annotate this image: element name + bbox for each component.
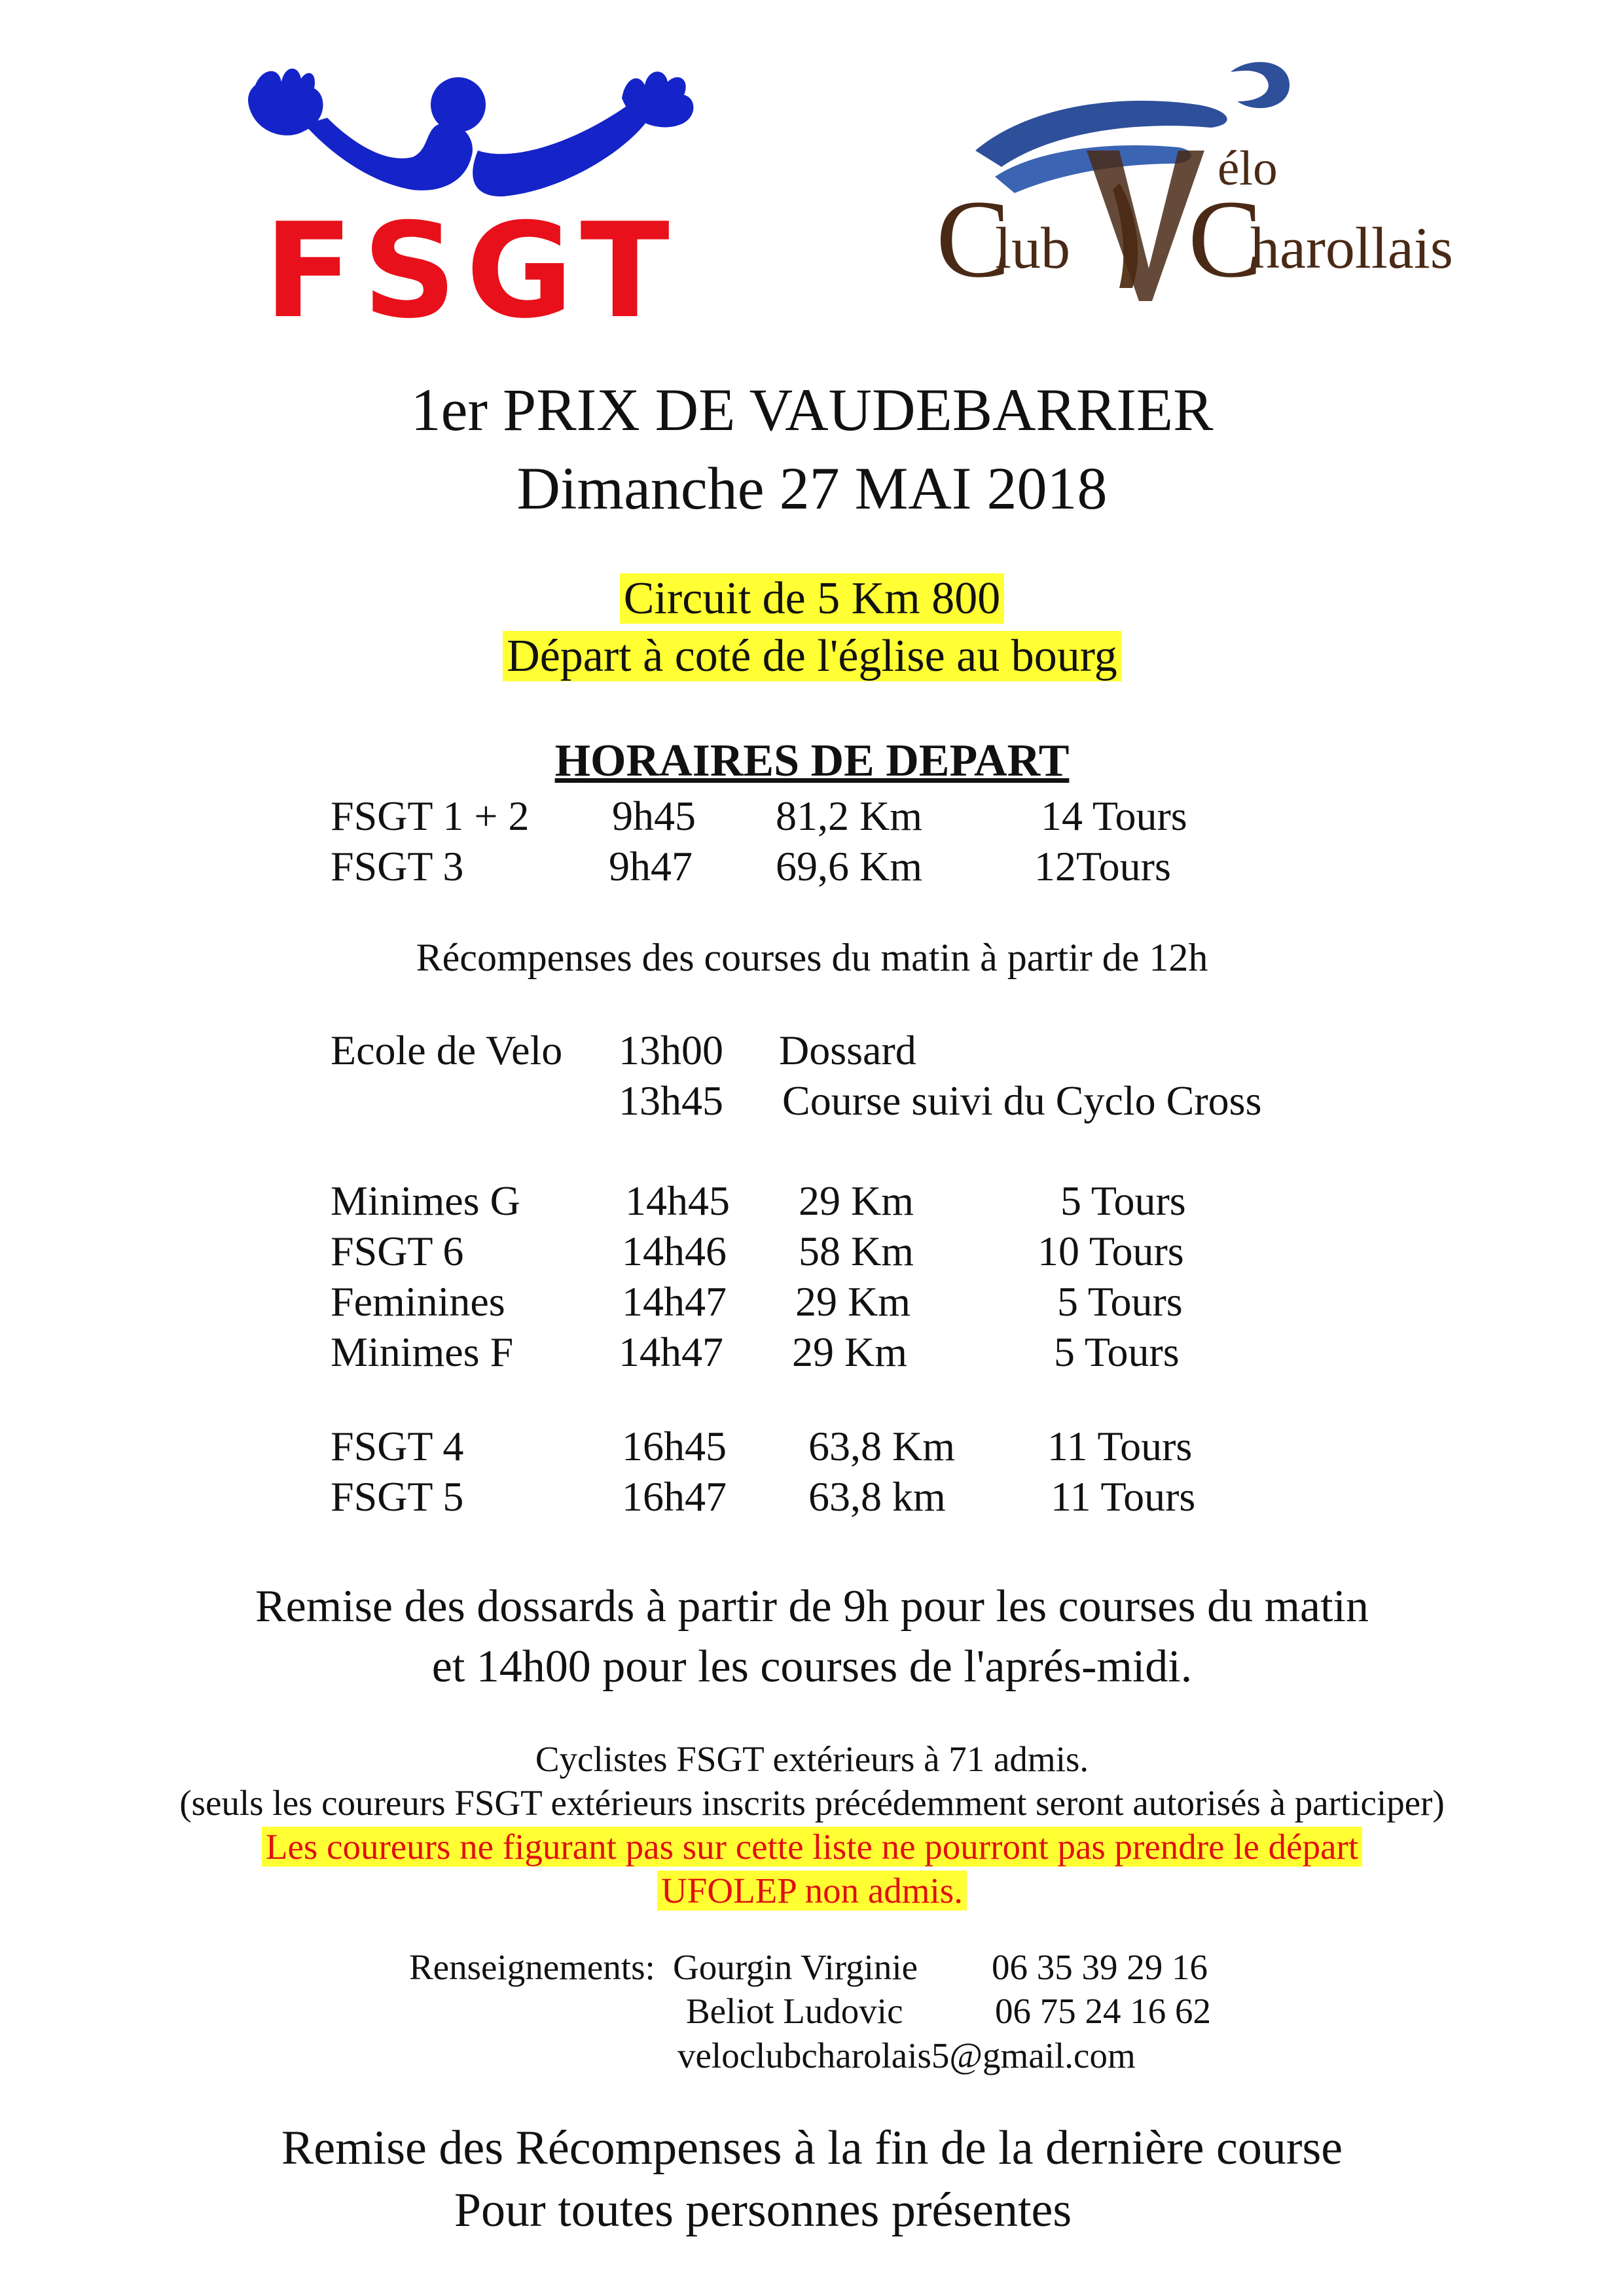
schedule-row bbox=[0, 843, 1624, 898]
schedule-row bbox=[0, 1331, 1624, 1384]
row-distance: 29 Km bbox=[792, 1329, 907, 1375]
vcc-initial-c2: C bbox=[1188, 177, 1263, 300]
row-time: 16h45 bbox=[622, 1423, 727, 1469]
row-distance: 69,6 Km bbox=[776, 843, 922, 889]
fsgt-figures-icon bbox=[242, 59, 700, 209]
row-time: 14h45 bbox=[625, 1177, 730, 1224]
bibs-info-line1: Remise des dossards à partir de 9h pour les courses du matin bbox=[255, 1581, 1369, 1632]
start-location bbox=[0, 631, 1624, 681]
row-category: FSGT 4 bbox=[331, 1423, 464, 1469]
row-laps: 11 Tours bbox=[1047, 1423, 1193, 1469]
row-time: 9h45 bbox=[612, 793, 696, 839]
schedule-row bbox=[0, 1278, 1624, 1333]
bibs-info-line2: et 14h00 pour les courses de l'aprés-midi. bbox=[431, 1641, 1193, 1692]
row-info: Course suivi du Cyclo Cross bbox=[782, 1077, 1262, 1124]
row-laps: 5 Tours bbox=[1054, 1329, 1180, 1375]
row-laps: 14 Tours bbox=[1041, 793, 1187, 839]
vcc-word-club: lub bbox=[995, 216, 1071, 281]
row-category: Feminines bbox=[331, 1278, 505, 1325]
rules-line2: (seuls les coureurs FSGT extérieurs inscrits précédemment seront autorisés à participer) bbox=[179, 1783, 1445, 1823]
schedule-row bbox=[0, 1230, 1624, 1283]
row-category: FSGT 5 bbox=[331, 1473, 464, 1520]
row-laps: 10 Tours bbox=[1038, 1228, 1184, 1274]
row-distance: 63,8 Km bbox=[808, 1423, 955, 1469]
vcc-initial-c1: C bbox=[936, 177, 1011, 300]
vcc-word-velo: élo bbox=[1218, 141, 1278, 196]
rules-warning-text: Les coureurs ne figurant pas sur cette liste ne pourront pas prendre le départ bbox=[262, 1827, 1362, 1867]
contact-name: Beliot Ludovic bbox=[686, 1991, 903, 2031]
circuit-length bbox=[0, 573, 1624, 624]
schedule-row bbox=[0, 1473, 1624, 1528]
fsgt-logo-text: FSGT bbox=[264, 195, 679, 348]
schedule-row bbox=[0, 1027, 1624, 1082]
row-category: FSGT 1 + 2 bbox=[331, 793, 530, 839]
morning-awards: Récompenses des courses du matin à partir de 12h bbox=[416, 936, 1208, 979]
row-time: 14h47 bbox=[622, 1278, 727, 1325]
schedule-row bbox=[0, 795, 1624, 848]
row-time: 13h45 bbox=[619, 1077, 723, 1124]
fsgt-logo bbox=[242, 59, 700, 348]
contact-phone: 06 75 24 16 62 bbox=[995, 1991, 1211, 2031]
row-distance: 29 Km bbox=[795, 1278, 911, 1325]
row-time: 14h47 bbox=[619, 1329, 723, 1375]
rules-ufolep-text: UFOLEP non admis. bbox=[657, 1871, 967, 1910]
rules-warning bbox=[0, 1829, 1624, 1865]
row-category: FSGT 6 bbox=[331, 1228, 464, 1274]
row-distance: 58 Km bbox=[799, 1228, 914, 1274]
row-distance: 63,8 km bbox=[808, 1473, 946, 1520]
row-laps: 12Tours bbox=[1034, 843, 1171, 889]
contact-phone: 06 35 39 29 16 bbox=[992, 1947, 1208, 1987]
closing-line2: Pour toutes personnes présentes bbox=[454, 2183, 1072, 2237]
row-category: Ecole de Velo bbox=[331, 1027, 563, 1073]
closing-line1: Remise des Récompenses à la fin de la dernière course bbox=[281, 2121, 1343, 2175]
contact-label: Renseignements: bbox=[409, 1947, 655, 1987]
velo-club-charollais-logo bbox=[923, 52, 1453, 327]
rules-ufolep bbox=[0, 1873, 1624, 1909]
row-time: 14h46 bbox=[622, 1228, 727, 1274]
row-laps: 11 Tours bbox=[1051, 1473, 1196, 1520]
rules-line1: Cyclistes FSGT extérieurs à 71 admis. bbox=[535, 1739, 1089, 1779]
event-title: 1er PRIX DE VAUDEBARRIER bbox=[410, 376, 1214, 443]
row-time: 9h47 bbox=[609, 843, 693, 889]
row-category: Minimes G bbox=[331, 1177, 520, 1224]
schedule-row bbox=[0, 1177, 1624, 1232]
vcc-word-charollais: harollais bbox=[1250, 216, 1453, 281]
row-category: Minimes F bbox=[331, 1329, 514, 1375]
contact-name: Gourgin Virginie bbox=[673, 1947, 918, 1987]
schedule-heading: HORAIRES DE DEPART bbox=[554, 736, 1070, 786]
circuit-length-text: Circuit de 5 Km 800 bbox=[620, 573, 1004, 624]
row-time: 16h47 bbox=[622, 1473, 727, 1520]
row-distance: 81,2 Km bbox=[776, 793, 922, 839]
row-laps: 5 Tours bbox=[1057, 1278, 1183, 1325]
schedule-row bbox=[0, 1423, 1624, 1478]
contact-email[interactable]: veloclubcharolais5@gmail.com bbox=[677, 2036, 1136, 2075]
row-category: FSGT 3 bbox=[331, 843, 464, 889]
row-laps: 5 Tours bbox=[1060, 1177, 1186, 1224]
start-location-text: Départ à coté de l'église au bourg bbox=[503, 631, 1121, 681]
row-distance: 29 Km bbox=[799, 1177, 914, 1224]
row-info: Dossard bbox=[779, 1027, 916, 1073]
event-date: Dimanche 27 MAI 2018 bbox=[516, 455, 1108, 522]
row-time: 13h00 bbox=[619, 1027, 723, 1073]
schedule-row bbox=[0, 1077, 1624, 1132]
